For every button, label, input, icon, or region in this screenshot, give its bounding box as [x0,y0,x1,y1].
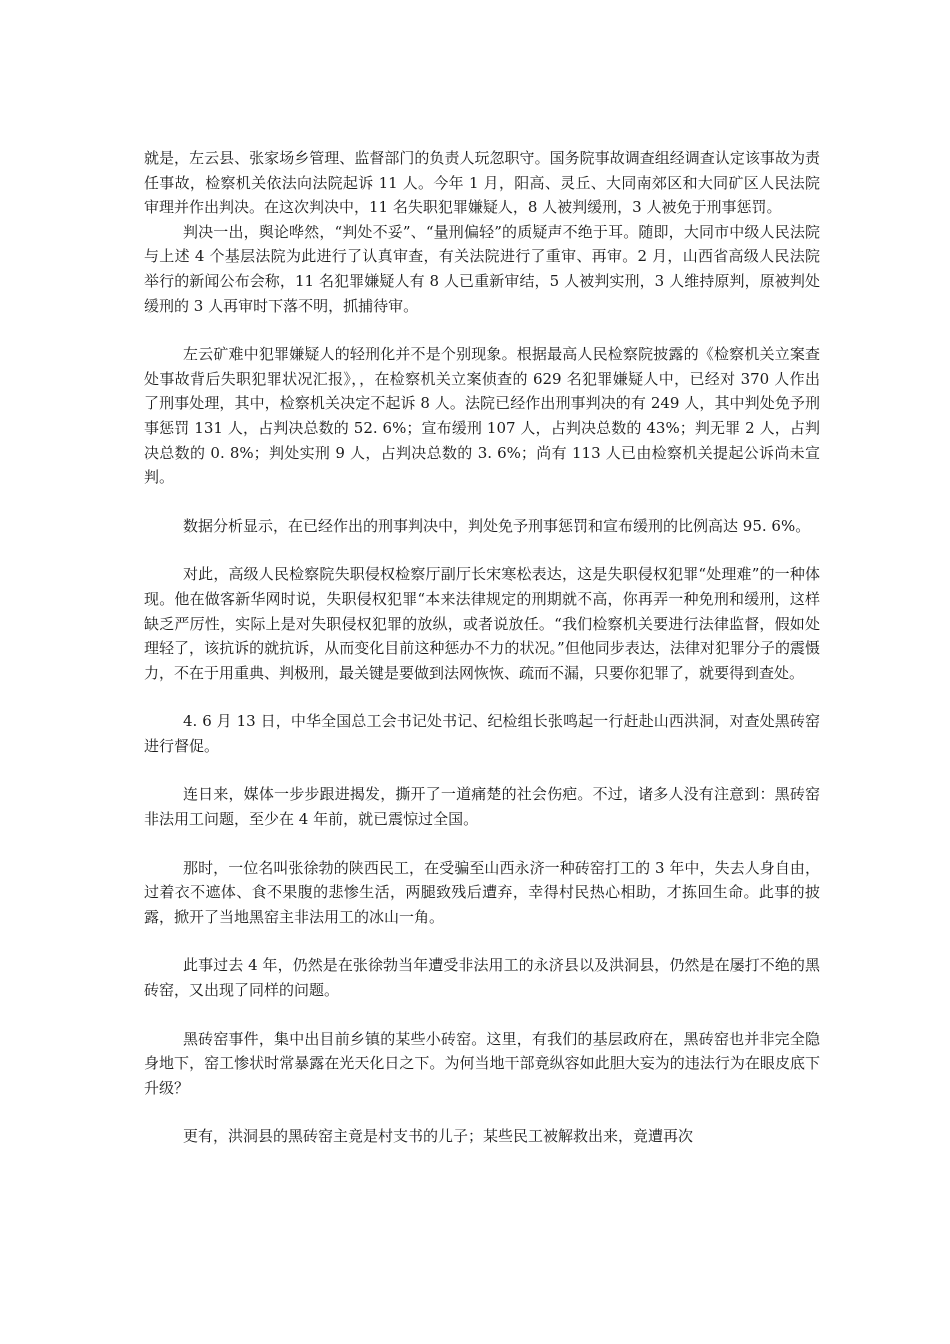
paragraph-4: 数据分析显示，在已经作出的刑事判决中，判处免予刑事惩罚和宣布缓刑的比例高达 95. 6%。 [183,516,811,535]
paragraph-11: 更有，洪洞县的黑砖窑主竟是村支书的儿子；某些民工被解救出来，竟遭再次 [183,1127,694,1146]
paragraph-6: 4. 6 月 13 日，中华全国总工会书记处书记、纪检组长张鸣起一行赶赴山西洪洞，对查处黑砖窑进行督促。 [144,712,820,755]
paragraph-2: 判决一出，舆论哗然，“判处不妥”、“量刑偏轻”的质疑声不绝于耳。随即，大同市中级人民法院与上述 4 个基层法院为此进行了认真审查，有关法院进行了重审、再审。2 月，山西省高级人民法院举行的新闻公布会称，11 名犯罪嫌疑人有 8 人已重新审结，5 人被判实刑，3 人维持原判，原被判处缓刑的 3 人再审时下落不明，抓捕待审。 [144,222,820,315]
paragraph-9: 此事过去 4 年，仍然是在张徐勃当年遭受非法用工的永济县以及洪洞县，仍然是在屡打不绝的黑砖窑，又出现了同样的问题。 [144,956,820,1000]
paragraph-10: 黑砖窑事件，集中出目前乡镇的某些小砖窑。这里，有我们的基层政府在，黑砖窑也并非完全隐身地下，窑工惨状时常暴露在光天化日之下。为何当地干部竟纵容如此胆大妄为的违法行为在眼皮底下升级？ [144,1029,820,1097]
paragraph-1: 就是，左云县、张家场乡管理、监督部门的负责人玩忽职守。国务院事故调查组经调查认定该事故为责任事故，检察机关依法向法院起诉 11 人。今年 1 月，阳高、灵丘、大同南郊区和大同矿区人民法院审理并作出判决。在这次判决中，11 名失职犯罪嫌疑人，8 人被判缓刑，3 人被免于刑事惩罚。 [144,149,820,217]
paragraph-7: 连日来，媒体一步步跟进揭发，撕开了一道痛楚的社会伤疤。不过，诸多人没有注意到：黑砖窑非法用工问题，至少在 4 年前，就已震惊过全国。 [144,785,820,829]
paragraph-3: 左云矿难中犯罪嫌疑人的轻刑化并不是个别现象。根据最高人民检察院披露的《检察机关立案查处事故背后失职犯罪状况汇报》，，在检察机关立案侦查的 629 名犯罪嫌疑人中，已经对 370 人作出了刑事处理，其中，检察机关决定不起诉 8 人。法院已经作出刑事判决的有 249 人，其中判处免予刑事惩罚 131 人，占判决总数的 52. 6%；宣布缓刑 107 人，占判决总数的 43%；判无罪 2 人，占判决总数的 0. 8%；判处实刑 9 人，占判决总数的 3. 6%；尚有 113 人已由检察机关提起公诉尚未宣判。 [144,345,820,487]
paragraph-5: 对此，高级人民检察院失职侵权检察厅副厅长宋寒松表达，这是失职侵权犯罪“处理难”的一种体现。他在做客新华网时说，失职侵权犯罪“本来法律规定的刑期就不高，你再弄一种免刑和缓刑，这样缺乏严厉性，实际上是对失职侵权犯罪的放纵，或者说放任。“我们检察机关要进行法律监督，假如处理轻了，该抗诉的就抗诉，从而变化目前这种惩办不力的状况。”但他同步表达，法律对犯罪分子的震慑力，不在于用重典、判极刑，最关键是要做到法网恢恢、疏而不漏，只要你犯罪了，就要得到查处。 [144,565,820,682]
document-body [144,146,820,1149]
paragraph-8: 那时，一位名叫张徐勃的陕西民工，在受骗至山西永济一种砖窑打工的 3 年中，失去人身自由，过着衣不遮体、食不果腹的悲惨生活，两腿致残后遭弃，幸得村民热心相助，才拣回生命。此事的披露，掀开了当地黑窑主非法用工的冰山一角。 [144,858,820,926]
